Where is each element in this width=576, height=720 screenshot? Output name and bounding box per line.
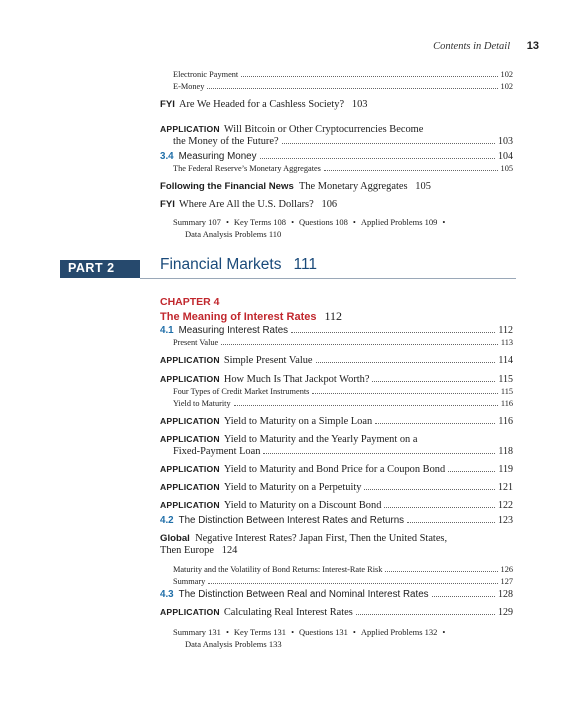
part-label: PART 2 bbox=[68, 261, 115, 275]
toc-section-4-2[interactable] bbox=[160, 515, 513, 526]
toc-entry[interactable] bbox=[173, 164, 513, 174]
section-number: 4.2 bbox=[160, 515, 174, 526]
application-label: APPLICATION bbox=[160, 124, 220, 134]
entry-page: 129 bbox=[498, 607, 513, 618]
summary-item[interactable]: Questions 108 bbox=[299, 217, 348, 227]
toc-application-cont[interactable] bbox=[173, 136, 513, 147]
entry-page: 119 bbox=[498, 464, 513, 475]
summary-item[interactable]: Applied Problems 132 bbox=[360, 627, 438, 637]
fyi-label: FYI bbox=[160, 99, 175, 110]
entry-text: The Monetary Aggregates bbox=[299, 181, 408, 192]
application-label: APPLICATION bbox=[160, 374, 220, 384]
entry-text: Where Are All the U.S. Dollars? bbox=[178, 199, 314, 210]
fyi-label: FYI bbox=[160, 199, 175, 210]
entry-text: Yield to Maturity on a Discount Bond bbox=[223, 500, 382, 511]
application-label: APPLICATION bbox=[160, 607, 220, 617]
application-label: APPLICATION bbox=[160, 434, 220, 444]
section-number: 4.1 bbox=[160, 325, 174, 336]
toc-application[interactable] bbox=[160, 500, 513, 511]
toc-application[interactable] bbox=[160, 416, 513, 427]
entry-text: Yield to Maturity and the Yearly Payment on a bbox=[223, 434, 418, 445]
toc-entry[interactable] bbox=[173, 387, 513, 397]
toc-feature-news[interactable] bbox=[160, 181, 513, 192]
toc-feature-fyi[interactable] bbox=[160, 199, 513, 210]
summary-item[interactable]: Data Analysis Problems 133 bbox=[185, 638, 282, 649]
toc-section-4-1[interactable] bbox=[160, 325, 513, 336]
running-head bbox=[433, 40, 539, 52]
entry-text: Negative Interest Rates? Japan First, Then the United States, bbox=[195, 533, 448, 544]
toc-entry[interactable] bbox=[173, 70, 513, 80]
summary-item[interactable]: Applied Problems 109 bbox=[360, 217, 438, 227]
part-title[interactable] bbox=[160, 256, 317, 274]
entry-page: 115 bbox=[498, 374, 513, 385]
entry-text: Calculating Real Interest Rates bbox=[223, 607, 353, 618]
entry-page: 105 bbox=[500, 164, 513, 173]
entry-text: Yield to Maturity and Bond Price for a Coupon Bond bbox=[223, 464, 446, 475]
toc-section-4-3[interactable] bbox=[160, 589, 513, 600]
entry-page: 127 bbox=[500, 577, 513, 586]
toc-entry[interactable] bbox=[173, 577, 513, 587]
entry-text: Will Bitcoin or Other Cryptocurrencies Become bbox=[223, 124, 424, 135]
chapter-title[interactable] bbox=[160, 309, 342, 324]
entry-page: 121 bbox=[498, 482, 513, 493]
feature-label: Global bbox=[160, 533, 190, 544]
toc-application[interactable] bbox=[160, 374, 513, 385]
toc-application[interactable] bbox=[160, 355, 513, 366]
toc-section-3-4[interactable] bbox=[160, 151, 513, 162]
toc-application[interactable] bbox=[160, 482, 513, 493]
entry-page: 116 bbox=[500, 399, 513, 408]
entry-page: 103 bbox=[351, 99, 368, 110]
toc-feature-global-cont[interactable] bbox=[160, 545, 513, 556]
entry-text: Four Types of Credit Market Instruments bbox=[173, 387, 310, 396]
entry-text: Summary bbox=[173, 577, 206, 586]
toc-application[interactable] bbox=[160, 434, 513, 445]
entry-page: 118 bbox=[498, 446, 513, 457]
toc-entry[interactable] bbox=[173, 82, 513, 92]
entry-page: 112 bbox=[498, 325, 513, 336]
chapter-title-text: The Meaning of Interest Rates bbox=[160, 311, 317, 323]
entry-page: 103 bbox=[498, 136, 513, 147]
section-title: Measuring Money bbox=[178, 151, 257, 162]
section-title: Measuring Interest Rates bbox=[178, 325, 289, 336]
part-title-text: Financial Markets bbox=[160, 256, 282, 273]
entry-page: 105 bbox=[415, 181, 431, 192]
toc-application[interactable] bbox=[160, 464, 513, 475]
application-label: APPLICATION bbox=[160, 416, 220, 426]
summary-item[interactable]: Key Terms 131 bbox=[233, 627, 287, 637]
entry-page: 128 bbox=[498, 589, 513, 600]
entry-page: 116 bbox=[498, 416, 513, 427]
toc-entry[interactable] bbox=[173, 338, 513, 348]
toc-summary: Summary 131 • Key Terms 131 • Questions 131 • Applied Problems 132 • Data Analysis Problems 133 bbox=[173, 627, 446, 649]
entry-text: Then Europe bbox=[160, 545, 214, 556]
section-number: 3.4 bbox=[160, 151, 174, 162]
summary-item[interactable]: Data Analysis Problems 110 bbox=[185, 228, 282, 239]
entry-page: 102 bbox=[500, 82, 513, 91]
chapter-label: CHAPTER 4 bbox=[160, 296, 220, 308]
entry-text: The Federal Reserve’s Monetary Aggregates bbox=[173, 164, 321, 173]
feature-label: Following the Financial News bbox=[160, 181, 294, 192]
summary-item[interactable]: Summary 131 bbox=[173, 627, 221, 637]
section-title: The Distinction Between Interest Rates and Returns bbox=[178, 515, 405, 526]
section-title: The Distinction Between Real and Nominal Interest Rates bbox=[178, 589, 429, 600]
chapter-page: 112 bbox=[324, 309, 343, 323]
part-page: 111 bbox=[293, 256, 318, 273]
application-label: APPLICATION bbox=[160, 464, 220, 474]
summary-item[interactable]: Summary 107 bbox=[173, 217, 221, 227]
entry-page: 122 bbox=[498, 500, 513, 511]
entry-page: 115 bbox=[500, 387, 513, 396]
entry-text: Present Value bbox=[173, 338, 219, 347]
entry-text: the Money of the Future? bbox=[173, 136, 279, 147]
toc-application-cont[interactable] bbox=[173, 446, 513, 457]
toc-application[interactable] bbox=[160, 124, 513, 135]
page-number: 13 bbox=[526, 40, 539, 52]
entry-page: 123 bbox=[498, 515, 513, 526]
entry-page: 102 bbox=[500, 70, 513, 79]
entry-text: How Much Is That Jackpot Worth? bbox=[223, 374, 370, 385]
application-label: APPLICATION bbox=[160, 482, 220, 492]
toc-feature-fyi[interactable] bbox=[160, 99, 513, 110]
application-label: APPLICATION bbox=[160, 500, 220, 510]
application-label: APPLICATION bbox=[160, 355, 220, 365]
summary-item[interactable]: Key Terms 108 bbox=[233, 217, 287, 227]
entry-text: Yield to Maturity bbox=[173, 399, 231, 408]
toc-summary: Summary 107 • Key Terms 108 • Questions 108 • Applied Problems 109 • Data Analysis Problems 110 bbox=[173, 217, 446, 239]
entry-text: Maturity and the Volatility of Bond Returns: Interest-Rate Risk bbox=[173, 565, 383, 574]
toc-feature-global[interactable] bbox=[160, 533, 513, 544]
entry-page: 104 bbox=[498, 151, 513, 162]
running-head-title: Contents in Detail bbox=[433, 41, 511, 52]
toc-entry[interactable] bbox=[173, 565, 513, 575]
entry-text: Electronic Payment bbox=[173, 70, 239, 79]
summary-item[interactable]: Questions 131 bbox=[299, 627, 348, 637]
entry-text: Yield to Maturity on a Perpetuity bbox=[223, 482, 362, 493]
part-divider bbox=[140, 278, 516, 279]
entry-page: 124 bbox=[221, 545, 238, 556]
entry-text: E-Money bbox=[173, 82, 205, 91]
entry-page: 126 bbox=[500, 565, 513, 574]
entry-text: Are We Headed for a Cashless Society? bbox=[178, 99, 345, 110]
entry-page: 113 bbox=[500, 338, 513, 347]
entry-page: 106 bbox=[321, 199, 338, 210]
entry-text: Fixed-Payment Loan bbox=[173, 446, 261, 457]
toc-application[interactable] bbox=[160, 607, 513, 618]
entry-text: Yield to Maturity on a Simple Loan bbox=[223, 416, 373, 427]
section-number: 4.3 bbox=[160, 589, 174, 600]
toc-entry[interactable] bbox=[173, 399, 513, 409]
entry-page: 114 bbox=[498, 355, 513, 366]
entry-text: Simple Present Value bbox=[223, 355, 313, 366]
